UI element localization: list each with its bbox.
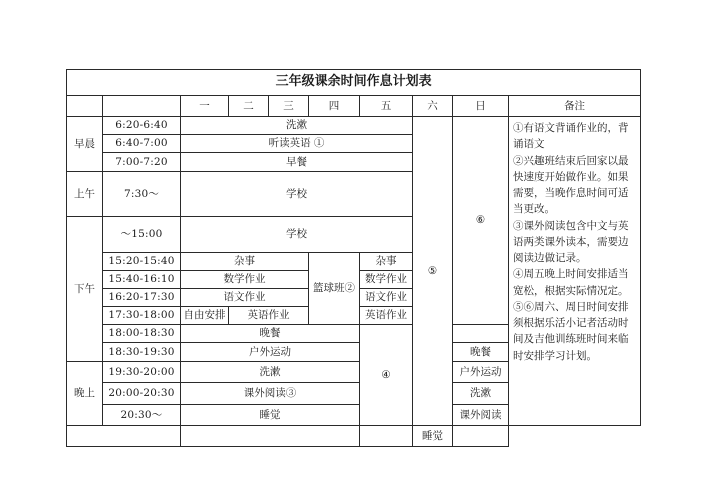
activity-cell: 语文作业: [360, 289, 413, 307]
activity-cell: 自由安排: [181, 307, 229, 325]
table-title: 三年级课余时间作息计划表: [67, 70, 641, 96]
day-header-tue: 二: [229, 96, 269, 117]
header-row: [67, 96, 641, 117]
sunday-activity: 户外运动: [453, 362, 509, 383]
note-4: ④周五晚上时间安排适当宽松，根据实际情况定。: [513, 268, 629, 297]
activity-cell: 洗漱: [181, 117, 413, 135]
time-cell: ～15:00: [103, 217, 181, 253]
period-morning: 早晨: [67, 117, 103, 172]
header-blank: [67, 96, 103, 117]
thursday-activity: 篮球班②: [309, 253, 360, 325]
blank-cell: [67, 426, 181, 447]
time-cell: 6:40-7:00: [103, 135, 181, 153]
day-header-thu: 四: [309, 96, 360, 117]
time-cell: 7:00-7:20: [103, 153, 181, 172]
note-1: ①有语文背诵作业的，背诵语文: [513, 122, 629, 151]
schedule-sheet: [66, 69, 641, 447]
day-header-sat: 六: [413, 96, 453, 117]
blank-cell: [453, 426, 509, 447]
note-5: ⑤⑥周六、周日时间安排须根据乐活小记者活动时间及吉他训练班时间来临时安排学习计划。: [513, 300, 629, 362]
activity-cell: 英语作业: [360, 307, 413, 325]
sunday-marker: ⑥: [453, 117, 509, 325]
activity-cell: 英语作业: [229, 307, 309, 325]
saturday-marker: ⑤: [413, 117, 453, 426]
activity-cell: 睡觉: [181, 405, 360, 426]
notes-header: 备注: [509, 96, 641, 117]
day-header-sun: 日: [453, 96, 509, 117]
schedule-table: [66, 69, 641, 447]
period-afternoon: 下午: [67, 217, 103, 362]
header-blank-time: [103, 96, 181, 117]
time-cell: 6:20-6:40: [103, 117, 181, 135]
time-cell: 20:00-20:30: [103, 383, 181, 405]
blank-cell: [181, 426, 360, 447]
time-cell: 20:30～: [103, 405, 181, 426]
time-cell: 18:00-18:30: [103, 325, 181, 343]
table-row: [67, 426, 641, 447]
note-2: ②兴趣班结束后回家以最快速度开始做作业。如果需要，当晚作息时间可适当更改。: [513, 154, 629, 216]
period-evening: 晚上: [67, 362, 103, 426]
day-header-wed: 三: [269, 96, 309, 117]
activity-cell: 学校: [181, 217, 413, 253]
notes-cell: [509, 117, 641, 426]
time-cell: 7:30～: [103, 172, 181, 217]
sunday-activity: 睡觉: [413, 426, 453, 447]
table-row: [67, 117, 641, 135]
activity-cell: 学校: [181, 172, 413, 217]
time-cell: 17:30-18:00: [103, 307, 181, 325]
sunday-activity: 洗漱: [453, 383, 509, 405]
sunday-activity: 课外阅读: [453, 405, 509, 426]
title-row: [67, 70, 641, 96]
activity-cell: 早餐: [181, 153, 413, 172]
time-cell: 15:20-15:40: [103, 253, 181, 271]
blank-cell: [360, 426, 413, 447]
activity-cell: 洗漱: [181, 362, 360, 383]
sunday-activity: 晚餐: [453, 343, 509, 362]
note-3: ③课外阅读包含中文与英语两类课外读本，需要边阅读边做记录。: [513, 219, 629, 265]
activity-cell: 听读英语 ①: [181, 135, 413, 153]
activity-cell: 晚餐: [181, 325, 360, 343]
friday-marker: ④: [360, 325, 413, 426]
activity-cell: 户外运动: [181, 343, 360, 362]
time-cell: 18:30-19:30: [103, 343, 181, 362]
activity-cell: 课外阅读③: [181, 383, 360, 405]
time-cell: 19:30-20:00: [103, 362, 181, 383]
activity-cell: 数学作业: [181, 271, 309, 289]
activity-cell: 数学作业: [360, 271, 413, 289]
activity-cell: 杂事: [360, 253, 413, 271]
time-cell: 15:40-16:10: [103, 271, 181, 289]
period-forenoon: 上午: [67, 172, 103, 217]
activity-cell: 杂事: [181, 253, 309, 271]
day-header-fri: 五: [360, 96, 413, 117]
day-header-mon: 一: [181, 96, 229, 117]
time-cell: 16:20-17:30: [103, 289, 181, 307]
activity-cell: 语文作业: [181, 289, 309, 307]
